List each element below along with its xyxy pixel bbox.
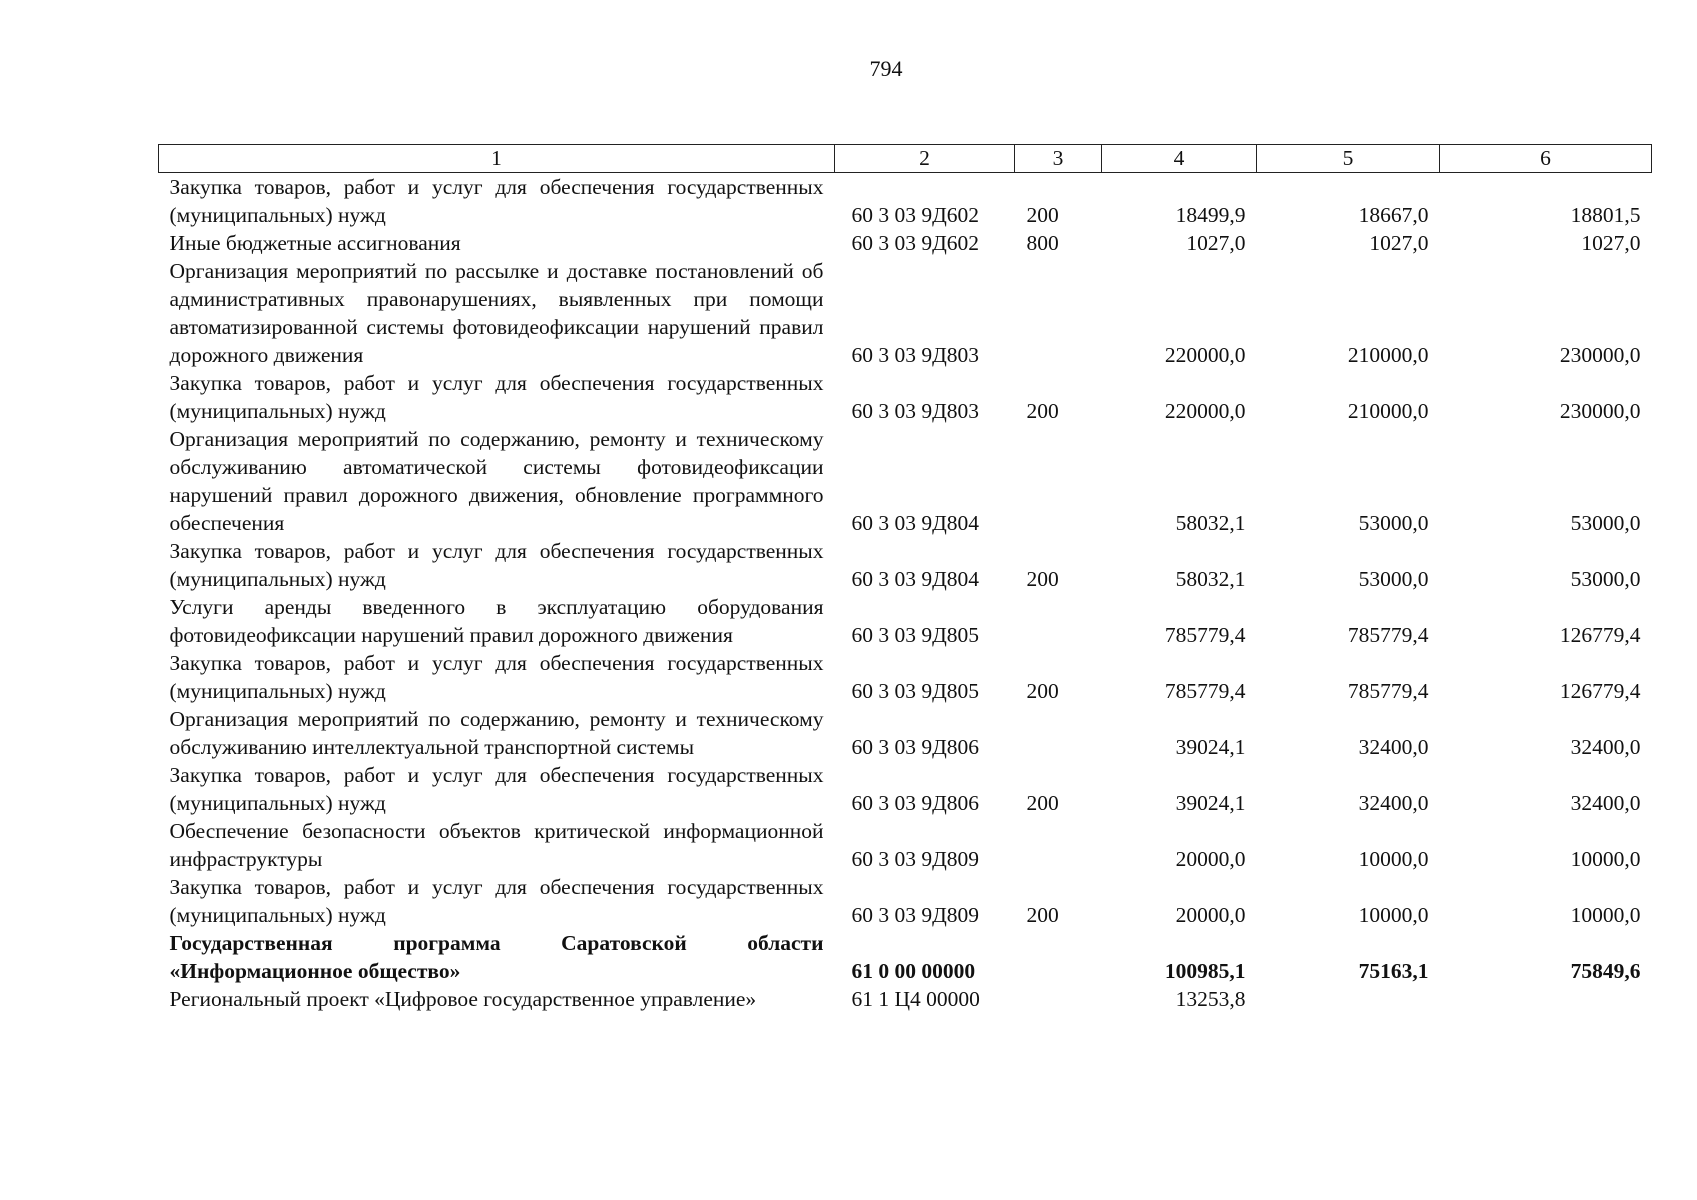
row-name: Организация мероприятий по содержанию, ремонту и техническому обслуживанию интеллектуальной транспортной системы: [169, 707, 824, 759]
row-code: 60 3 03 9Д804: [851, 511, 980, 535]
row-expense-type: [1015, 425, 1102, 537]
table-row: [159, 929, 1652, 985]
row-code: 60 3 03 9Д602: [851, 231, 980, 255]
row-value-col5: 32400,0: [1358, 791, 1429, 815]
row-value-col4: 20000,0: [1175, 847, 1246, 871]
row-value-col4: 58032,1: [1175, 511, 1246, 535]
row-value-col6: 10000,0: [1570, 847, 1641, 871]
row-name: Закупка товаров, работ и услуг для обеспечения государственных (муниципальных) нужд: [169, 875, 824, 927]
row-name: Закупка товаров, работ и услуг для обеспечения государственных (муниципальных) нужд: [169, 371, 824, 423]
row-expense-type: 200: [1026, 679, 1059, 703]
table-header: [159, 145, 1652, 173]
row-expense-type: [1015, 817, 1102, 873]
table-row: [159, 257, 1652, 369]
page-number: 794: [869, 56, 903, 81]
row-expense-type: 200: [1026, 567, 1059, 591]
row-value-col5: [1257, 985, 1440, 1013]
row-value-col5: 785779,4: [1347, 623, 1429, 647]
row-value-col4: 220000,0: [1164, 343, 1246, 367]
table-row: [159, 649, 1652, 705]
row-value-col6: 18801,5: [1570, 203, 1641, 227]
row-name: Государственная программа Саратовской области «Информационное общество»: [169, 931, 824, 983]
row-name: Закупка товаров, работ и услуг для обеспечения государственных (муниципальных) нужд: [169, 651, 824, 703]
row-value-col4: 13253,8: [1175, 987, 1246, 1011]
row-value-col5: 53000,0: [1358, 567, 1429, 591]
row-value-col6: 230000,0: [1559, 399, 1641, 423]
table-row: [159, 593, 1652, 649]
row-value-col4: 220000,0: [1164, 399, 1246, 423]
row-value-col6: 126779,4: [1559, 679, 1641, 703]
row-value-col6: 32400,0: [1570, 735, 1641, 759]
row-name: Обеспечение безопасности объектов критической информационной инфраструктуры: [169, 819, 824, 871]
row-name: Иные бюджетные ассигнования: [169, 231, 461, 255]
row-value-col5: 10000,0: [1358, 903, 1429, 927]
row-value-col4: 39024,1: [1175, 735, 1246, 759]
row-value-col6: [1440, 985, 1652, 1013]
row-expense-type: 200: [1026, 791, 1059, 815]
row-value-col5: 1027,0: [1369, 231, 1429, 255]
table-row: [159, 229, 1652, 257]
row-expense-type: 200: [1026, 399, 1059, 423]
table-row: [159, 537, 1652, 593]
row-expense-type: [1015, 985, 1102, 1013]
row-value-col4: 1027,0: [1186, 231, 1246, 255]
row-code: 60 3 03 9Д806: [851, 735, 980, 759]
row-value-col5: 32400,0: [1358, 735, 1429, 759]
row-value-col5: 210000,0: [1347, 343, 1429, 367]
row-code: 60 3 03 9Д805: [851, 623, 980, 647]
row-value-col6: 32400,0: [1570, 791, 1641, 815]
row-expense-type: [1015, 257, 1102, 369]
row-name: Организация мероприятий по рассылке и доставке постановлений об административных правонарушениях, выявленных при помощи автоматизированной системы фотовидеофиксации нарушений правил дорожного движения: [169, 259, 824, 367]
column-header-1: 1: [159, 145, 835, 173]
table-row: [159, 985, 1652, 1013]
row-expense-type: 200: [1026, 903, 1059, 927]
row-expense-type: [1015, 705, 1102, 761]
row-expense-type: 800: [1026, 231, 1059, 255]
table-row: [159, 761, 1652, 817]
row-value-col5: 210000,0: [1347, 399, 1429, 423]
row-value-col4: 18499,9: [1175, 203, 1246, 227]
row-code: 60 3 03 9Д809: [851, 847, 980, 871]
column-header-5: 5: [1257, 145, 1440, 173]
row-expense-type: [1015, 593, 1102, 649]
row-value-col6: 126779,4: [1559, 623, 1641, 647]
row-code: 60 3 03 9Д805: [851, 679, 980, 703]
table-row: [159, 873, 1652, 929]
row-value-col4: 58032,1: [1175, 567, 1246, 591]
table-row: [159, 173, 1652, 230]
row-value-col5: 785779,4: [1347, 679, 1429, 703]
row-name: Региональный проект «Цифровое государственное управление»: [169, 987, 757, 1011]
column-header-3: 3: [1015, 145, 1102, 173]
row-value-col5: 53000,0: [1358, 511, 1429, 535]
row-name: Закупка товаров, работ и услуг для обеспечения государственных (муниципальных) нужд: [169, 175, 824, 227]
table-row: [159, 705, 1652, 761]
row-expense-type: 200: [1026, 203, 1059, 227]
column-header-4: 4: [1102, 145, 1257, 173]
row-value-col4: 20000,0: [1175, 903, 1246, 927]
row-value-col6: 53000,0: [1570, 567, 1641, 591]
row-code: 61 0 00 00000: [851, 959, 976, 983]
table-row: [159, 817, 1652, 873]
row-name: Закупка товаров, работ и услуг для обеспечения государственных (муниципальных) нужд: [169, 763, 824, 815]
row-value-col4: 785779,4: [1164, 623, 1246, 647]
table-row: [159, 369, 1652, 425]
column-header-6: 6: [1440, 145, 1652, 173]
row-code: 60 3 03 9Д803: [851, 399, 980, 423]
row-value-col4: 785779,4: [1164, 679, 1246, 703]
column-header-2: 2: [835, 145, 1015, 173]
row-name: Услуги аренды введенного в эксплуатацию оборудования фотовидеофиксации нарушений правил дорожного движения: [169, 595, 824, 647]
row-value-col6: 75849,6: [1570, 959, 1641, 983]
header-row: [159, 145, 1652, 173]
row-code: 61 1 Ц4 00000: [851, 987, 980, 1011]
row-value-col4: 100985,1: [1164, 959, 1246, 983]
row-name: Закупка товаров, работ и услуг для обеспечения государственных (муниципальных) нужд: [169, 539, 824, 591]
row-value-col5: 10000,0: [1358, 847, 1429, 871]
budget-table: [158, 144, 1652, 1013]
table-row: [159, 425, 1652, 537]
row-name: Организация мероприятий по содержанию, ремонту и техническому обслуживанию автоматической системы фотовидеофиксации нарушений правил дорожного движения, обновление программного обеспечения: [169, 427, 824, 535]
row-value-col6: 230000,0: [1559, 343, 1641, 367]
row-value-col4: 39024,1: [1175, 791, 1246, 815]
row-value-col5: 18667,0: [1358, 203, 1429, 227]
row-value-col6: 10000,0: [1570, 903, 1641, 927]
row-value-col5: 75163,1: [1358, 959, 1429, 983]
row-expense-type: [1015, 929, 1102, 985]
table-body: [159, 173, 1652, 1014]
row-code: 60 3 03 9Д602: [851, 203, 980, 227]
row-code: 60 3 03 9Д809: [851, 903, 980, 927]
row-value-col6: 53000,0: [1570, 511, 1641, 535]
row-code: 60 3 03 9Д803: [851, 343, 980, 367]
row-code: 60 3 03 9Д804: [851, 567, 980, 591]
row-code: 60 3 03 9Д806: [851, 791, 980, 815]
row-value-col6: 1027,0: [1581, 231, 1641, 255]
